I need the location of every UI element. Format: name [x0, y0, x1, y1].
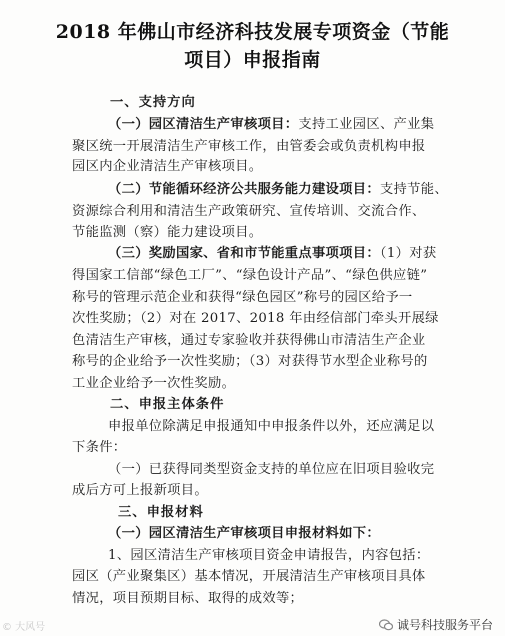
document-title-line-1: 2018 年佛山市经济科技发展专项资金（节能 — [55, 21, 450, 43]
section-heading-applicant-conditions: 二、申报主体条件 — [110, 397, 225, 412]
source-name: 诚号科技服务平台 — [396, 618, 493, 632]
subsection-heading: （一）园区清洁生产审核项目申报材料如下： — [108, 526, 380, 541]
paragraph-line: 聚区统一开展清洁生产审核工作，由管委会或负责机构申报 — [72, 139, 426, 154]
paragraph-line: 工业企业给予一次性奖励。 — [72, 376, 236, 391]
paragraph-line: 节能监测（察）能力建设项目。 — [72, 225, 263, 240]
paragraph-line: 次性奖励；（2）对在 2017、2018 年由经信部门牵头开展绿 — [72, 311, 439, 326]
paragraph-line: 申报单位除满足申报通知中申报条件以外，还应满足以 — [108, 419, 435, 434]
paragraph-line: 色清洁生产审核，通过专家验收并获得佛山市清洁生产企业 — [72, 333, 426, 348]
paragraph-line: 1、园区清洁生产审核项目资金申请报告，内容包括： — [108, 548, 430, 563]
paragraph-line: 得国家工信部“绿色工厂”、“绿色设计产品”、“绿色供应链” — [72, 268, 428, 283]
wechat-icon — [379, 619, 393, 631]
paragraph-line: （一）园区清洁生产审核项目：支持工业园区、产业集 — [108, 117, 435, 132]
paragraph-line: 园区内企业清洁生产审核项目。 — [72, 159, 263, 174]
paragraph-line: （一）已获得同类型资金支持的单位应在旧项目验收完 — [108, 462, 435, 477]
paragraph-line: （二）节能循环经济公共服务能力建设项目：支持节能、 — [108, 182, 448, 197]
watermark: © 大风号 — [2, 622, 46, 633]
paragraph-line: 成后方可上报新项目。 — [72, 483, 208, 498]
document-title-line-2: 项目）申报指南 — [184, 49, 321, 71]
paragraph-line: 资源综合利用和清洁生产政策研究、宣传培训、交流合作、 — [72, 204, 426, 219]
paragraph-line: 称号的企业给予一次性奖励；（3）对获得节水型企业称号的 — [72, 354, 428, 369]
paragraph-line: 情况，项目预期目标、取得的成效等； — [72, 591, 304, 606]
paragraph-line: 称号的管理示范企业和获得“绿色园区”称号的园区给予一 — [72, 290, 413, 305]
source-attribution — [379, 616, 493, 633]
paragraph-line: 园区（产业聚集区）基本情况，开展清洁生产审核项目具体 — [72, 569, 426, 584]
section-heading-support-direction: 一、支持方向 — [110, 95, 196, 110]
paragraph-line: （三）奖励国家、省和市节能重点事项项目：（1）对获 — [108, 246, 437, 261]
paragraph-line: 下条件： — [72, 440, 127, 455]
section-heading-application-materials: 三、申报材料 — [118, 505, 204, 520]
